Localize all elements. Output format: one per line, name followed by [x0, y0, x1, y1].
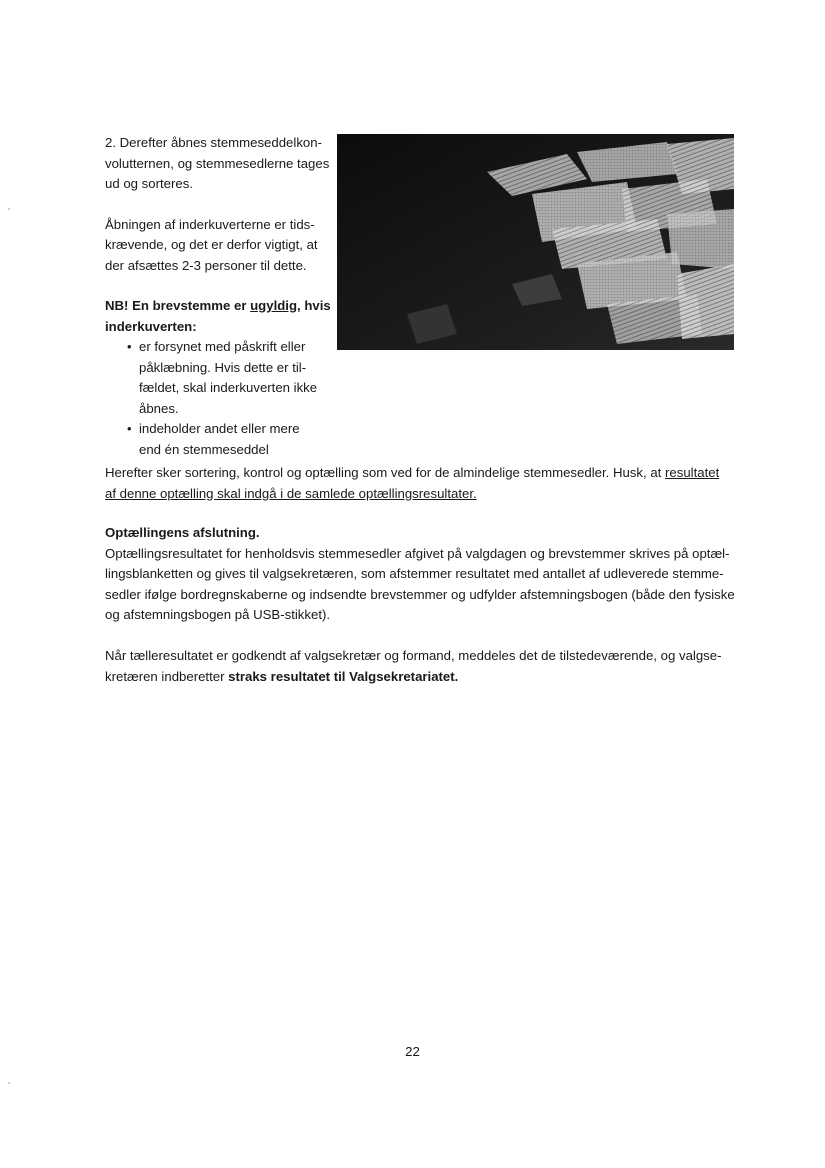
counting-paragraph: [105, 463, 735, 504]
text-line: der afsættes 2-3 personer til dette.: [105, 257, 307, 273]
text-line: indeholder andet eller mere: [139, 421, 300, 436]
nb-note: [105, 296, 340, 337]
intro-paragraph: [105, 133, 340, 195]
text-line: fældet, skal inderkuverten ikke: [139, 380, 318, 395]
section-heading: Optællingens afslutning.: [105, 525, 260, 540]
nb-line2: inderkuverten:: [105, 318, 197, 334]
text-line: 2. Derefter åbnes stemmeseddelkon-: [105, 135, 322, 150]
final-paragraph: [105, 646, 735, 687]
text-line: åbnes.: [139, 400, 179, 416]
scan-mark: [8, 1082, 10, 1084]
nb-suffix: , hvis: [297, 298, 331, 313]
text-line: volutternen, og stemmesedlerne tages: [105, 155, 330, 171]
underlined-text: resultatet: [665, 465, 720, 480]
text-line: påklæbning. Hvis dette er til-: [139, 359, 307, 375]
text-line: lingsblanketten og gives til valgsekretæren, som afstemmer resultatet med antallet af udleverede stemme-: [105, 566, 724, 581]
closing-section: [105, 523, 735, 626]
text-line: Når tælleresultatet er godkendt af valgsekretær og formand, meddeles det de tilstedeværende, og valgse-: [105, 648, 722, 663]
text-line: kretæren indberetter: [105, 668, 229, 684]
scan-mark: [8, 208, 10, 210]
text-line: Åbningen af inderkuverterne er tids-: [105, 216, 315, 232]
text-line: ud og sorteres.: [105, 176, 193, 191]
closing-paragraph: [105, 544, 735, 626]
text-line: og afstemningsbogen på USB-stikket).: [105, 607, 331, 622]
nb-underlined-word: ugyldig: [250, 298, 298, 313]
text-line: Herefter sker sortering, kontrol og optælling som ved for de almindelige stemmesedler. Husk, at: [105, 465, 665, 480]
list-item: [105, 419, 339, 460]
text-line: krævende, og det er derfor vigtigt, at: [105, 237, 318, 252]
left-column: [105, 133, 340, 460]
text-line: end én stemmeseddel: [139, 441, 269, 457]
opening-paragraph: [105, 215, 340, 277]
text-line: er forsynet med påskrift eller: [139, 339, 306, 354]
underlined-text: af denne optælling skal indgå i de samlede optællingsresultater.: [105, 485, 477, 501]
bold-text: .: [454, 668, 459, 684]
list-item: [105, 337, 339, 419]
bold-text: straks resultatet til Valgsekretariatet: [228, 668, 455, 684]
text-line: Optællingsresultatet for henholdsvis stemmesedler afgivet på valgdagen og brevstemmer skrives på optæl-: [105, 545, 730, 561]
page-number: 22: [405, 1044, 420, 1059]
text-line: sedler ifølge bordregnskaberne og indsendte brevstemmer og udfylder afstemningsbogen (både den fysiske: [105, 586, 735, 602]
invalid-conditions-list: [105, 337, 340, 460]
ballot-envelopes-photo: [337, 134, 734, 350]
nb-prefix: NB! En brevstemme er: [105, 298, 251, 313]
